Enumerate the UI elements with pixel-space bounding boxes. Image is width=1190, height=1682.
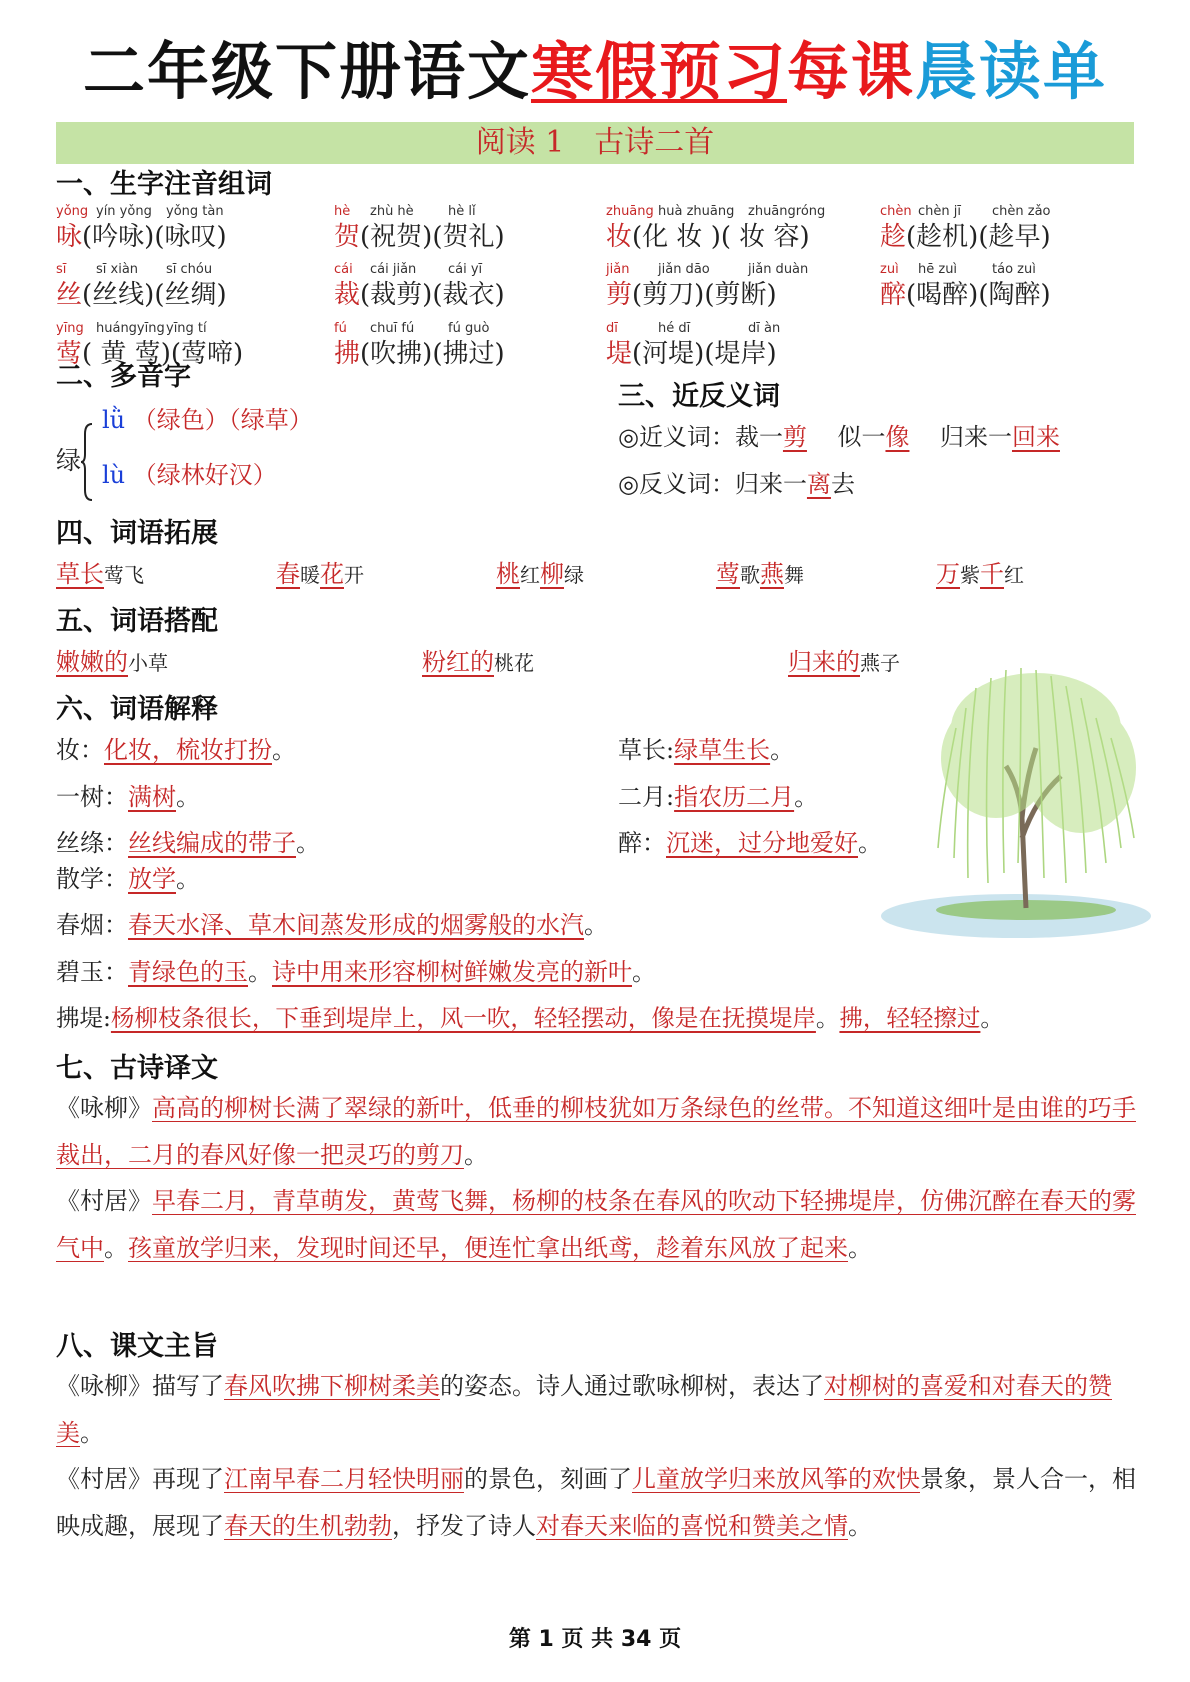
def-chunyan [56,908,608,942]
char-pinyin: chèn [880,204,912,219]
new-character: 剪 [606,280,633,310]
ant-a: 归来一 [734,470,807,498]
word-pinyin: chèn zǎo [992,204,1051,219]
def-yishu-value: 满树 [128,783,176,811]
def-biyu [56,955,656,989]
collocation-2 [422,645,534,680]
polyphone-reading-1 [102,403,313,437]
exp-5-a: 万 [936,560,960,588]
pinyin-row [880,204,1150,220]
char-entry [606,321,876,371]
col-3-b: 燕子 [860,651,900,675]
word-2: (陶醉) [978,280,1051,310]
col-1-b: 小草 [128,651,168,675]
expansion-item-5 [936,557,1024,592]
theme-yongliu [56,1363,1136,1457]
char-entry [334,262,604,312]
theme-yongliu-d: 对柳树的喜爱和对春天的赞美 [56,1372,1112,1447]
section-1-heading: 一、生字注音组词 [56,169,272,200]
theme-yongliu-c: 的姿态。诗人通过歌咏柳树，表达了 [440,1372,824,1400]
char-words [334,220,604,254]
char-pinyin: dī [606,321,618,336]
char-words [334,278,604,312]
syn-1-b: 剪 [782,423,807,451]
word-pinyin: hé dī [658,321,691,336]
lesson-banner: 阅读 1 古诗二首 [56,122,1134,164]
new-character: 丝 [56,280,83,310]
reading-2-words: （绿林好汉） [132,461,277,489]
exp-4-d: 舞 [784,563,804,587]
word-1: (趁机) [906,222,979,252]
char-pinyin: yīng [56,321,84,336]
period: 。 [815,1004,840,1032]
polyphone-reading-2 [102,458,277,492]
new-character: 莺 [56,339,83,369]
col-1-a: 嫩嫩的 [56,648,128,676]
def-zui-value: 沉迷，过分地爱好 [666,829,858,857]
period: 。 [176,865,200,893]
period: 。 [794,783,819,811]
def-sanxue-label: 散学： [56,865,128,893]
pinyin-row [334,262,604,278]
period: 。 [272,736,296,764]
word-1: ( 黄 莺) [82,339,171,369]
char-pinyin: cái [334,262,353,277]
char-pinyin: hè [334,204,351,219]
exp-5-b: 紫 [960,563,980,587]
def-fudi-value-2: 拂，轻轻擦过 [839,1004,981,1032]
antonym-label: ◎反义词： [618,470,735,498]
period: 。 [248,958,272,986]
new-character: 裁 [334,280,361,310]
pinyin-row [56,321,326,337]
expansion-item-2 [276,557,364,592]
translation-yongliu-text: 高高的柳树长满了翠绿的新叶，低垂的柳枝犹如万条绿色的丝带。不知道这细叶是由谁的巧手裁出，二月的春风好像一把灵巧的剪刀 [56,1094,1136,1169]
word-1: (剪刀) [632,280,705,310]
char-entry [334,204,604,254]
new-character: 趁 [880,222,907,252]
def-eryue [618,780,818,814]
word-pinyin: sī xiàn [96,262,139,277]
expansion-item-3 [496,557,584,592]
word-2: (丝绸) [154,280,227,310]
word-pinyin: dī àn [748,321,781,336]
col-3-a: 归来的 [788,648,860,676]
def-sanxue [56,862,200,896]
pinyin-row [606,262,876,278]
exp-5-c: 千 [980,560,1004,588]
char-words [334,337,604,371]
collocation-1 [56,645,168,680]
new-character: 贺 [334,222,361,252]
word-pinyin: cái yī [448,262,483,277]
char-entry [334,321,604,371]
period: 。 [980,1004,1004,1032]
exp-3-d: 绿 [564,563,584,587]
char-pinyin: zhuāng [606,204,654,219]
char-pinyin: zuì [880,262,899,277]
theme-cunju-h: 对春天来临的喜悦和赞美之情 [536,1512,848,1540]
theme-cunju-e: 景象，景人合一，相映成趣，展现了 [56,1465,1136,1540]
section-3-heading: 三、近反义词 [618,381,780,412]
word-2: (咏叹) [154,222,227,252]
period: 。 [80,1419,104,1447]
word-pinyin: yǒng tàn [166,204,224,219]
def-zhuang [56,733,296,767]
word-pinyin: jiǎn duàn [748,262,809,277]
def-biyu-value-1: 青绿色的玉 [128,958,248,986]
char-entry [56,262,326,312]
exp-2-d: 开 [344,563,364,587]
translation-cunju-text-2: 孩童放学归来，发现时间还早，便连忙拿出纸鸢，趁着东风放了起来 [128,1234,848,1262]
word-2: (趁早) [978,222,1051,252]
word-pinyin: chuī fú [370,321,415,336]
syn-1-a: 裁一 [734,423,783,451]
pinyin-row [56,262,326,278]
syn-2-b: 像 [885,423,910,451]
new-character: 妆 [606,222,633,252]
section-8-heading: 八、课文主旨 [56,1331,218,1362]
exp-4-b: 歌 [740,563,760,587]
section-5-heading: 五、词语搭配 [56,606,218,637]
theme-cunju-d: 儿童放学归来放风筝的欢快 [632,1465,920,1493]
synonym-label: ◎近义词： [618,423,735,451]
title-part-2: 寒假预习 [530,35,787,108]
exp-3-b: 红 [520,563,540,587]
expansion-item-1 [56,557,144,592]
word-1: (喝醉) [906,280,979,310]
polyphone-char: 绿 [56,446,82,475]
theme-cunju-a: 再现了 [152,1465,224,1493]
title-part-4: 晨读单 [915,35,1108,108]
theme-cunju-c: 的景色，刻画了 [464,1465,632,1493]
char-pinyin: sī [56,262,67,277]
exp-4-c: 燕 [760,560,784,588]
word-pinyin: sī chóu [166,262,213,277]
theme-yongliu-b: 春风吹拂下柳树柔美 [224,1372,440,1400]
col-2-b: 桃花 [494,651,534,675]
def-caozhang-value: 绿草生长 [674,736,771,764]
word-2: (拂过) [432,339,505,369]
word-2: (堤岸) [704,339,777,369]
new-character: 醉 [880,280,907,310]
word-2: ( 妆 容) [720,222,810,252]
word-pinyin: yīng tí [166,321,207,336]
reading-2-pinyin: lù [102,461,126,489]
section-2-heading: 二、多音字 [56,361,191,392]
theme-title-cunju: 《村居》 [56,1465,152,1493]
theme-cunju-b: 江南早春二月轻快明丽 [224,1465,464,1493]
char-pinyin: jiǎn [606,262,630,277]
period: 。 [176,783,200,811]
char-words [880,278,1150,312]
period: 。 [296,829,320,857]
word-1: (吹拂) [360,339,433,369]
def-chunyan-label: 春烟： [56,911,128,939]
exp-5-d: 红 [1004,563,1024,587]
syn-3-a: 归来一 [939,423,1012,451]
pinyin-row [606,321,876,337]
ant-c: 去 [830,470,855,498]
char-entry [606,262,876,312]
page-footer: 第 1 页 共 34 页 [508,1627,682,1652]
def-yishu-label: 一树： [56,783,128,811]
exp-2-a: 春 [276,560,300,588]
expansion-item-4 [716,557,804,592]
theme-cunju-f: 春天的生机勃勃 [224,1512,392,1540]
char-words [606,337,876,371]
word-2: (贺礼) [432,222,505,252]
pinyin-row [334,204,604,220]
word-pinyin: táo zuì [992,262,1036,277]
word-pinyin: zhù hè [370,204,414,219]
def-zhuang-value: 化妆，梳妆打扮 [104,736,272,764]
word-pinyin: huà zhuāng [658,204,735,219]
theme-title-yongliu: 《咏柳》 [56,1372,152,1400]
period: 。 [770,736,795,764]
translation-cunju [56,1178,1136,1272]
def-fudi-value-1: 杨柳枝条很长，下垂到堤岸上，风一吹，轻轻摆动，像是在抚摸堤岸 [110,1004,816,1032]
period: 。 [848,1234,872,1262]
new-character: 咏 [56,222,83,252]
word-pinyin: hè lǐ [448,204,476,219]
new-character: 堤 [606,339,633,369]
reading-1-words: （绿色）（绿草） [132,406,313,434]
def-fudi [56,1001,1004,1035]
brace-icon [80,422,94,502]
word-pinyin: yín yǒng [96,204,152,219]
char-words [606,278,876,312]
word-1: (丝线) [82,280,155,310]
def-eryue-label: 二月: [618,783,675,811]
antonym-line [618,467,855,501]
def-zui-label: 醉： [618,829,666,857]
title-part-3: 每课 [787,35,916,108]
poem-title-yongliu: 《咏柳》 [56,1094,152,1122]
char-words [56,278,326,312]
char-pinyin: fú [334,321,347,336]
char-pinyin: yǒng [56,204,89,219]
section-6-heading: 六、词语解释 [56,694,218,725]
reading-1-pinyin: lǜ [102,406,126,434]
def-biyu-label: 碧玉： [56,958,128,986]
word-2: (裁衣) [432,280,505,310]
pinyin-row [606,204,876,220]
exp-3-a: 桃 [496,560,520,588]
def-caozhang-label: 草长: [618,736,675,764]
exp-2-c: 花 [320,560,344,588]
period: 。 [632,958,656,986]
def-zhuang-label: 妆： [56,736,104,764]
word-1: (河堤) [632,339,705,369]
period: 。 [584,911,608,939]
char-entry [606,204,876,254]
def-yishu [56,780,200,814]
synonym-line [618,420,1060,454]
willow-tree-illustration [876,648,1156,948]
word-pinyin: cái jiǎn [370,262,417,277]
word-1: (吟咏) [82,222,155,252]
word-pinyin: huángyīng [96,321,165,336]
section-4-heading: 四、词语拓展 [56,518,218,549]
translation-cunju-text-1: 早春二月，青草萌发，黄莺飞舞，杨柳的枝条在春风的吹动下轻拂堤岸，仿佛沉醉在春天的雾气中 [56,1187,1136,1262]
exp-2-b: 暖 [300,563,320,587]
theme-yongliu-a: 描写了 [152,1372,224,1400]
period: 。 [464,1141,488,1169]
pinyin-row [56,204,326,220]
word-pinyin: zhuāngróng [748,204,826,219]
theme-cunju-g: ，抒发了诗人 [392,1512,536,1540]
new-character: 拂 [334,339,361,369]
exp-1-a: 草长 [56,560,104,588]
def-sanxue-value: 放学 [128,865,176,893]
period: 。 [858,829,882,857]
char-words [880,220,1150,254]
def-sitao-label: 丝绦： [56,829,128,857]
col-2-a: 粉红的 [422,648,494,676]
page-title [0,34,1190,110]
syn-3-b: 回来 [1011,423,1060,451]
def-zui [618,826,882,860]
char-entry [56,204,326,254]
char-words [56,220,326,254]
translation-yongliu [56,1085,1136,1179]
char-words [606,220,876,254]
word-2: (剪断) [704,280,777,310]
def-caozhang [618,733,794,767]
char-entry [880,262,1150,312]
title-part-1: 二年级下册语文 [82,35,531,108]
word-pinyin: hē zuì [918,262,958,277]
poem-title-cunju: 《村居》 [56,1187,152,1215]
def-fudi-label: 拂堤: [56,1004,111,1032]
word-1: (化 妆 ) [632,222,721,252]
def-chunyan-value: 春天水泽、草木间蒸发形成的烟雾般的水汽 [128,911,584,939]
ant-b: 离 [806,470,831,498]
word-pinyin: chèn jī [918,204,961,219]
period: 。 [104,1234,128,1262]
word-pinyin: fú guò [448,321,490,336]
char-entry [880,204,1150,254]
pinyin-row [880,262,1150,278]
exp-1-b: 莺飞 [104,563,144,587]
section-7-heading: 七、古诗译文 [56,1053,218,1084]
def-eryue-value: 指农历二月 [674,783,795,811]
exp-4-a: 莺 [716,560,740,588]
def-biyu-value-2: 诗中用来形容柳树鲜嫩发亮的新叶 [272,958,632,986]
word-pinyin: jiǎn dāo [658,262,710,277]
pinyin-row [334,321,604,337]
period: 。 [848,1512,872,1540]
word-1: (裁剪) [360,280,433,310]
theme-cunju [56,1456,1136,1550]
exp-3-c: 柳 [540,560,564,588]
word-2: (莺啼) [170,339,244,369]
def-sitao-value: 丝线编成的带子 [128,829,296,857]
word-1: (祝贺) [360,222,433,252]
syn-2-a: 似一 [837,423,886,451]
def-sitao [56,826,320,860]
